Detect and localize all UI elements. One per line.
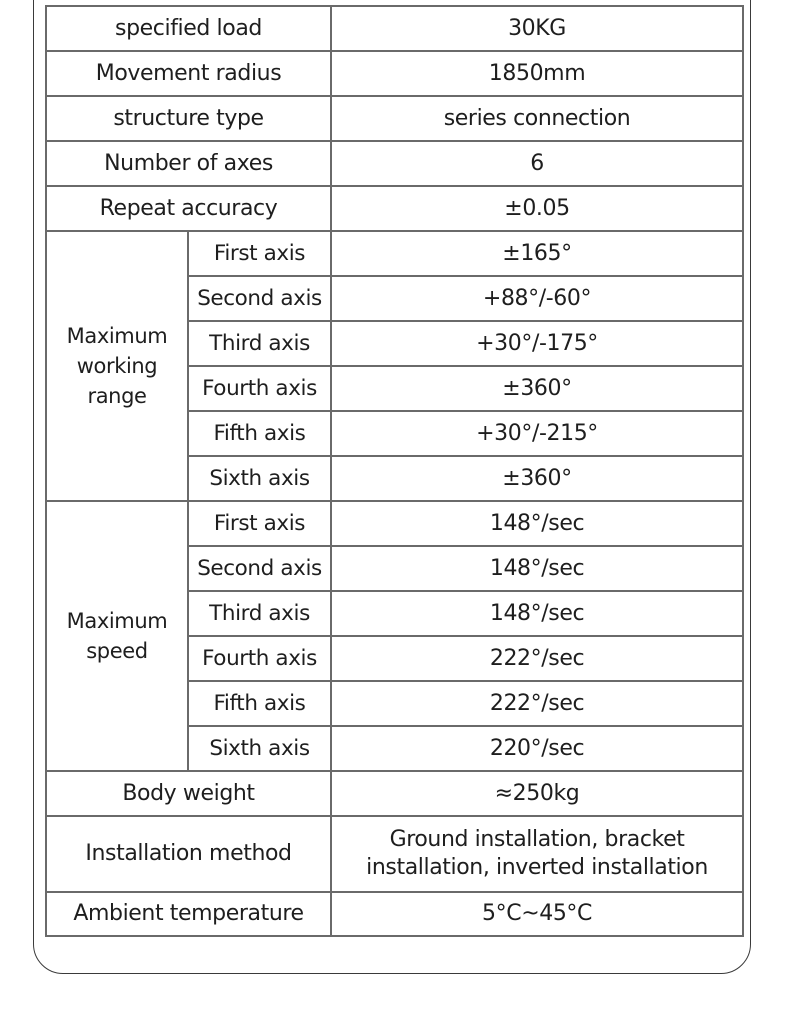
table-row [46, 186, 743, 231]
spec-value: ≈250kg [331, 771, 743, 816]
spec-label: Ambient temperature [46, 892, 331, 936]
axis-label: Fourth axis [188, 636, 331, 681]
axis-value: 148°/sec [331, 546, 743, 591]
table-row [46, 816, 743, 892]
axis-value: +30°/-215° [331, 411, 743, 456]
axis-label: Sixth axis [188, 726, 331, 771]
axis-value: 222°/sec [331, 681, 743, 726]
axis-label: First axis [188, 501, 331, 546]
table-row [46, 51, 743, 96]
axis-label: Fourth axis [188, 366, 331, 411]
spec-value: 1850mm [331, 51, 743, 96]
spec-label: Repeat accuracy [46, 186, 331, 231]
table-row [46, 231, 743, 276]
axis-value: 222°/sec [331, 636, 743, 681]
table-row [46, 501, 743, 546]
table-row [46, 6, 743, 51]
spec-label: Movement radius [46, 51, 331, 96]
axis-value: 220°/sec [331, 726, 743, 771]
spec-label: Body weight [46, 771, 331, 816]
axis-value: ±360° [331, 456, 743, 501]
table-row [46, 771, 743, 816]
table-row [46, 892, 743, 936]
axis-value: +88°/-60° [331, 276, 743, 321]
axis-label: Sixth axis [188, 456, 331, 501]
speed-group-label: Maximum speed [46, 501, 188, 771]
axis-value: +30°/-175° [331, 321, 743, 366]
spec-value: Ground installation, bracket installation, inverted installation [331, 816, 743, 892]
axis-value: 148°/sec [331, 591, 743, 636]
axis-label: Second axis [188, 276, 331, 321]
working-range-group-label: Maximum working range [46, 231, 188, 501]
spec-value: 30KG [331, 6, 743, 51]
spec-value: series connection [331, 96, 743, 141]
axis-label: Fifth axis [188, 681, 331, 726]
spec-value: 6 [331, 141, 743, 186]
axis-value: 148°/sec [331, 501, 743, 546]
spec-table [45, 5, 744, 937]
axis-label: Fifth axis [188, 411, 331, 456]
spec-label: Installation method [46, 816, 331, 892]
spec-label: Number of axes [46, 141, 331, 186]
axis-label: Third axis [188, 591, 331, 636]
table-row [46, 96, 743, 141]
axis-label: Second axis [188, 546, 331, 591]
axis-value: ±360° [331, 366, 743, 411]
axis-label: Third axis [188, 321, 331, 366]
table-row [46, 141, 743, 186]
axis-value: ±165° [331, 231, 743, 276]
spec-label: structure type [46, 96, 331, 141]
spec-label: specified load [46, 6, 331, 51]
axis-label: First axis [188, 231, 331, 276]
spec-value: ±0.05 [331, 186, 743, 231]
spec-value: 5°C~45°C [331, 892, 743, 936]
